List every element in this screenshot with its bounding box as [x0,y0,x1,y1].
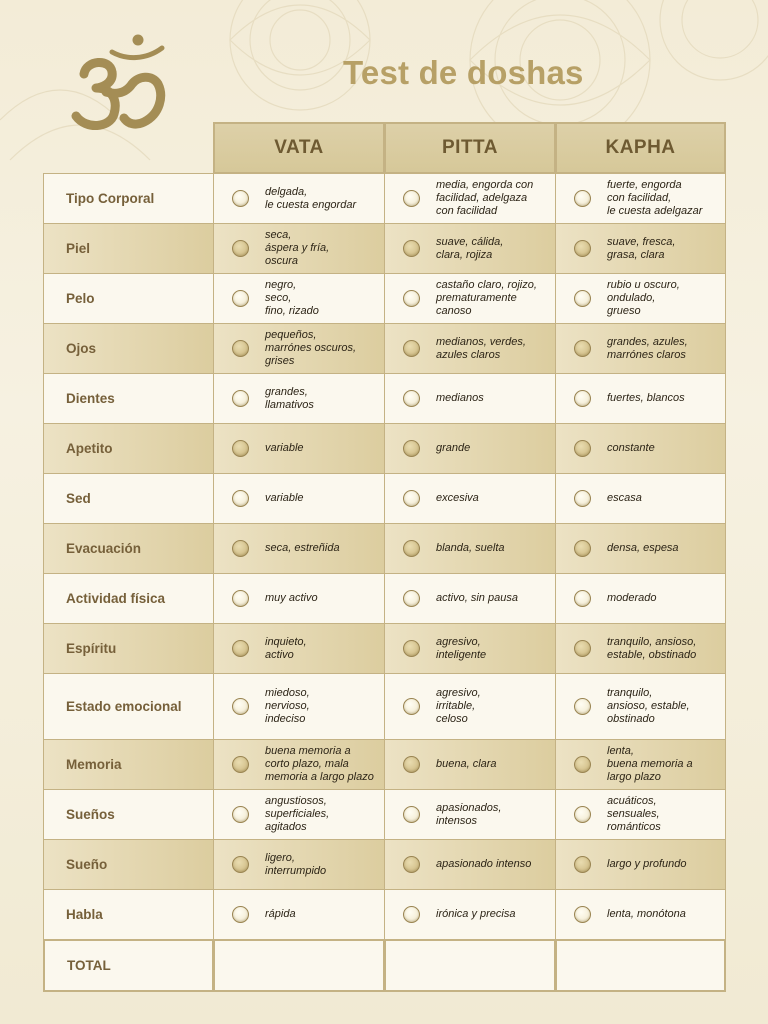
option-cell-pitta[interactable] [384,173,556,224]
radio-button[interactable] [403,806,420,823]
option-cell-vata[interactable] [213,423,385,474]
total-cell-pitta[interactable] [384,939,556,992]
option-text: seca, estreñida [265,542,340,554]
option-cell-vata[interactable] [213,273,385,324]
radio-button[interactable] [232,190,249,207]
row-label: Actividad física [43,573,214,624]
option-cell-kapha[interactable] [555,789,726,840]
header-corner [44,122,214,174]
option-text: acuáticos, sensuales, románticos [607,795,661,833]
option-text: fuertes, blancos [607,392,685,404]
radio-button[interactable] [232,340,249,357]
option-cell-pitta[interactable] [384,273,556,324]
row-label: Tipo Corporal [43,173,214,224]
option-cell-vata[interactable] [213,739,385,790]
row-label: Memoria [43,739,214,790]
option-cell-kapha[interactable] [555,423,726,474]
option-cell-pitta[interactable] [384,739,556,790]
option-cell-kapha[interactable] [555,273,726,324]
radio-button[interactable] [403,906,420,923]
option-text: escasa [607,492,642,504]
radio-button[interactable] [574,540,591,557]
row-label: Sed [43,473,214,524]
radio-button[interactable] [574,640,591,657]
option-text: lenta, buena memoria a largo plazo [607,745,693,783]
row-label: Evacuación [43,523,214,574]
option-text: medianos [436,392,484,404]
option-text: tranquilo, ansioso, estable, obstinado [607,687,690,725]
row-label: Sueño [43,839,214,890]
option-text: medianos, verdes, azules claros [436,335,526,361]
row-label: Estado emocional [43,673,214,740]
option-text: fuerte, engorda con facilidad, le cuesta adelgazar [607,179,703,217]
option-text: apasionados, intensos [436,801,502,827]
row-label: Apetito [43,423,214,474]
option-cell-vata[interactable] [213,839,385,890]
radio-button[interactable] [232,390,249,407]
total-label: TOTAL [43,939,214,992]
radio-button[interactable] [403,756,420,773]
option-text: buena, clara [436,758,497,770]
option-text: buena memoria a corto plazo, mala memoria a largo plazo [265,745,374,783]
option-cell-pitta[interactable] [384,889,556,940]
radio-button[interactable] [403,590,420,607]
radio-button[interactable] [232,440,249,457]
option-cell-kapha[interactable] [555,373,726,424]
radio-button[interactable] [232,756,249,773]
radio-button[interactable] [403,698,420,715]
radio-button[interactable] [574,390,591,407]
option-cell-kapha[interactable] [555,323,726,374]
option-text: grandes, llamativos [265,385,314,411]
option-cell-pitta[interactable] [384,789,556,840]
option-text: media, engorda con facilidad, adelgaza con facilidad [436,179,534,217]
option-cell-pitta[interactable] [384,839,556,890]
option-cell-vata[interactable] [213,623,385,674]
radio-button[interactable] [574,856,591,873]
option-text: inquieto, activo [265,635,307,661]
option-cell-vata[interactable] [213,573,385,624]
option-cell-kapha[interactable] [555,839,726,890]
option-cell-kapha[interactable] [555,173,726,224]
option-cell-vata[interactable] [213,889,385,940]
option-text: grandes, azules, marrónes claros [607,335,688,361]
option-text: moderado [607,592,657,604]
option-text: lenta, monótona [607,908,686,920]
radio-button[interactable] [403,390,420,407]
option-cell-kapha[interactable] [555,473,726,524]
option-text: suave, cálida, clara, rojiza [436,235,504,261]
option-cell-pitta[interactable] [384,323,556,374]
option-cell-kapha[interactable] [555,889,726,940]
row-label: Sueños [43,789,214,840]
total-cell-vata[interactable] [213,939,385,992]
row-label: Piel [43,223,214,274]
doshas-table [44,122,726,992]
option-cell-pitta[interactable] [384,423,556,474]
radio-button[interactable] [232,290,249,307]
radio-button[interactable] [574,756,591,773]
column-header-pitta: PITTA [384,122,556,174]
option-cell-vata[interactable] [213,523,385,574]
option-text: blanda, suelta [436,542,505,554]
radio-button[interactable] [232,590,249,607]
option-text: ligero, interrumpido [265,851,327,877]
option-cell-pitta[interactable] [384,573,556,624]
radio-button[interactable] [232,906,249,923]
radio-button[interactable] [232,540,249,557]
option-cell-vata[interactable] [213,673,385,740]
radio-button[interactable] [232,640,249,657]
option-cell-kapha[interactable] [555,739,726,790]
radio-button[interactable] [574,240,591,257]
option-cell-kapha[interactable] [555,523,726,574]
option-cell-vata[interactable] [213,223,385,274]
radio-button[interactable] [403,640,420,657]
option-cell-vata[interactable] [213,473,385,524]
radio-button[interactable] [403,240,420,257]
radio-button[interactable] [574,698,591,715]
option-cell-pitta[interactable] [384,223,556,274]
option-cell-pitta[interactable] [384,673,556,740]
option-text: agresivo, inteligente [436,635,487,661]
option-cell-pitta[interactable] [384,373,556,424]
radio-button[interactable] [403,190,420,207]
option-text: seca, áspera y fría, oscura [265,229,330,267]
option-text: rubio u oscuro, ondulado, grueso [607,279,680,317]
option-cell-vata[interactable] [213,373,385,424]
page-title: Test de doshas [343,54,584,91]
radio-button[interactable] [403,540,420,557]
option-cell-pitta[interactable] [384,523,556,574]
radio-button[interactable] [232,856,249,873]
option-text: densa, espesa [607,542,679,554]
radio-button[interactable] [574,906,591,923]
option-text: rápida [265,908,296,920]
radio-button[interactable] [232,240,249,257]
option-text: muy activo [265,592,318,604]
column-header-vata: VATA [213,122,385,174]
radio-button[interactable] [574,590,591,607]
option-cell-vata[interactable] [213,789,385,840]
option-text: angustiosos, superficiales, agitados [265,795,330,833]
option-text: variable [265,492,304,504]
option-text: irónica y precisa [436,908,516,920]
radio-button[interactable] [403,340,420,357]
option-text: largo y profundo [607,858,687,870]
row-label: Ojos [43,323,214,374]
option-cell-kapha[interactable] [555,623,726,674]
radio-button[interactable] [403,490,420,507]
option-text: variable [265,442,304,454]
option-text: negro, seco, fino, rizado [265,279,319,317]
option-text: tranquilo, ansioso, estable, obstinado [607,635,697,661]
radio-button[interactable] [574,440,591,457]
radio-button[interactable] [232,806,249,823]
option-text: pequeños, marrónes oscuros, grises [265,329,357,367]
radio-button[interactable] [403,440,420,457]
radio-button[interactable] [574,490,591,507]
option-cell-vata[interactable] [213,173,385,224]
option-cell-kapha[interactable] [555,673,726,740]
option-cell-pitta[interactable] [384,473,556,524]
option-text: agresivo, irritable, celoso [436,687,481,725]
row-label: Habla [43,889,214,940]
radio-button[interactable] [403,290,420,307]
radio-button[interactable] [232,698,249,715]
option-text: grande [436,442,471,454]
option-text: miedoso, nervioso, indeciso [265,687,310,725]
radio-button[interactable] [403,856,420,873]
radio-button[interactable] [574,806,591,823]
radio-button[interactable] [574,290,591,307]
option-cell-pitta[interactable] [384,623,556,674]
row-label: Dientes [43,373,214,424]
option-text: constante [607,442,655,454]
option-text: castaño claro, rojizo, prematuramente canoso [436,279,537,317]
option-cell-kapha[interactable] [555,573,726,624]
row-label: Pelo [43,273,214,324]
option-cell-kapha[interactable] [555,223,726,274]
option-text: delgada, le cuesta engordar [265,185,357,211]
option-text: suave, fresca, grasa, clara [607,235,676,261]
option-text: excesiva [436,492,479,504]
total-cell-kapha[interactable] [555,939,726,992]
option-cell-vata[interactable] [213,323,385,374]
option-text: activo, sin pausa [436,592,518,604]
radio-button[interactable] [574,340,591,357]
column-header-kapha: KAPHA [555,122,726,174]
option-text: apasionado intenso [436,858,532,870]
radio-button[interactable] [232,490,249,507]
row-label: Espíritu [43,623,214,674]
radio-button[interactable] [574,190,591,207]
